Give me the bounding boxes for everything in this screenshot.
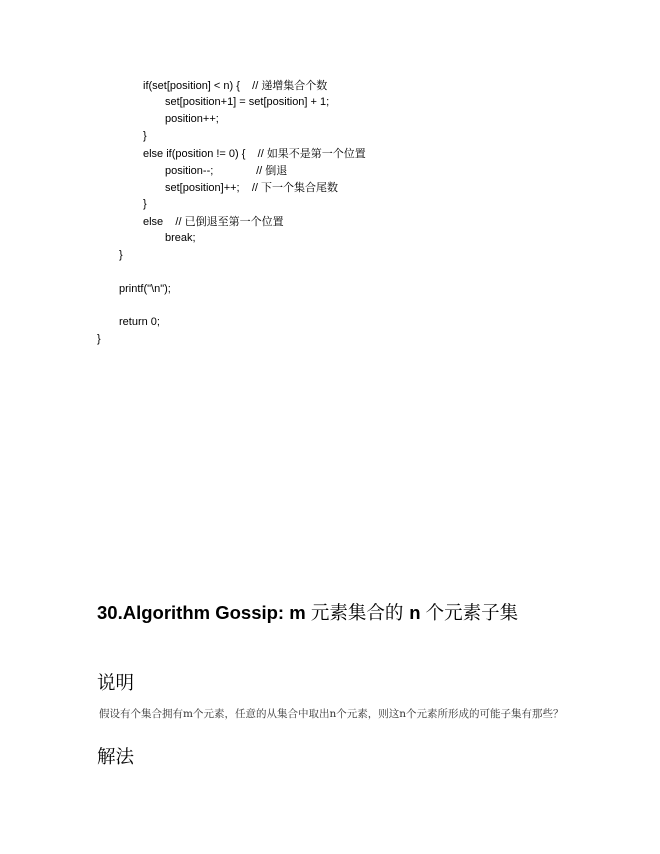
code-line-break bbox=[165, 232, 196, 245]
code-line-assign bbox=[165, 96, 329, 109]
code-line-increment bbox=[165, 113, 219, 126]
code-text: } bbox=[119, 249, 123, 261]
code-line-close-brace bbox=[119, 249, 123, 262]
code-line-if bbox=[143, 79, 327, 93]
code-line-decrement bbox=[165, 164, 287, 178]
code-text: position--; // bbox=[165, 165, 266, 177]
code-comment: 递增集合个数 bbox=[261, 79, 328, 92]
section-title-description: 说明 bbox=[97, 673, 135, 694]
title-cjk-part1: 元素集合的 bbox=[310, 603, 410, 624]
code-text: return 0; bbox=[119, 316, 160, 328]
code-comment: 已倒退至第一个位置 bbox=[184, 215, 284, 228]
description-paragraph: 假设有个集合拥有m个元素，任意的从集合中取出n个元素，则这n个元素所形成的可能子集有那些？ bbox=[99, 708, 564, 720]
code-text: position++; bbox=[165, 113, 219, 125]
title-n-letter: n bbox=[409, 602, 426, 623]
code-text: } bbox=[143, 198, 147, 210]
code-line-else-if bbox=[143, 147, 366, 161]
code-comment: 倒退 bbox=[265, 164, 288, 177]
page-title bbox=[97, 601, 518, 626]
title-prefix: 30.Algorithm Gossip: m bbox=[97, 602, 311, 623]
code-text: } bbox=[143, 130, 147, 142]
code-line-return bbox=[119, 316, 160, 329]
code-text: else // bbox=[143, 216, 185, 228]
code-text: set[position]++; // bbox=[165, 182, 261, 194]
section-title-solution: 解法 bbox=[97, 747, 135, 768]
code-line-close-brace bbox=[143, 198, 147, 211]
code-comment: 如果不是第一个位置 bbox=[266, 147, 366, 160]
code-text: printf("\n"); bbox=[119, 283, 171, 295]
code-line-set-increment bbox=[165, 181, 338, 195]
title-cjk-part2: 个元素子集 bbox=[425, 603, 519, 624]
code-text: } bbox=[97, 333, 101, 345]
code-text: break; bbox=[165, 232, 196, 244]
code-comment: 下一个集合尾数 bbox=[261, 181, 338, 194]
code-text: else if(position != 0) { // bbox=[143, 148, 267, 160]
code-text: set[position+1] = set[position] + 1; bbox=[165, 96, 330, 108]
code-text: if(set[position] < n) { // bbox=[143, 80, 262, 92]
code-line-close-brace bbox=[143, 130, 147, 143]
code-line-else bbox=[143, 215, 284, 229]
code-line-printf bbox=[119, 283, 171, 296]
code-line-close-brace bbox=[97, 333, 101, 346]
